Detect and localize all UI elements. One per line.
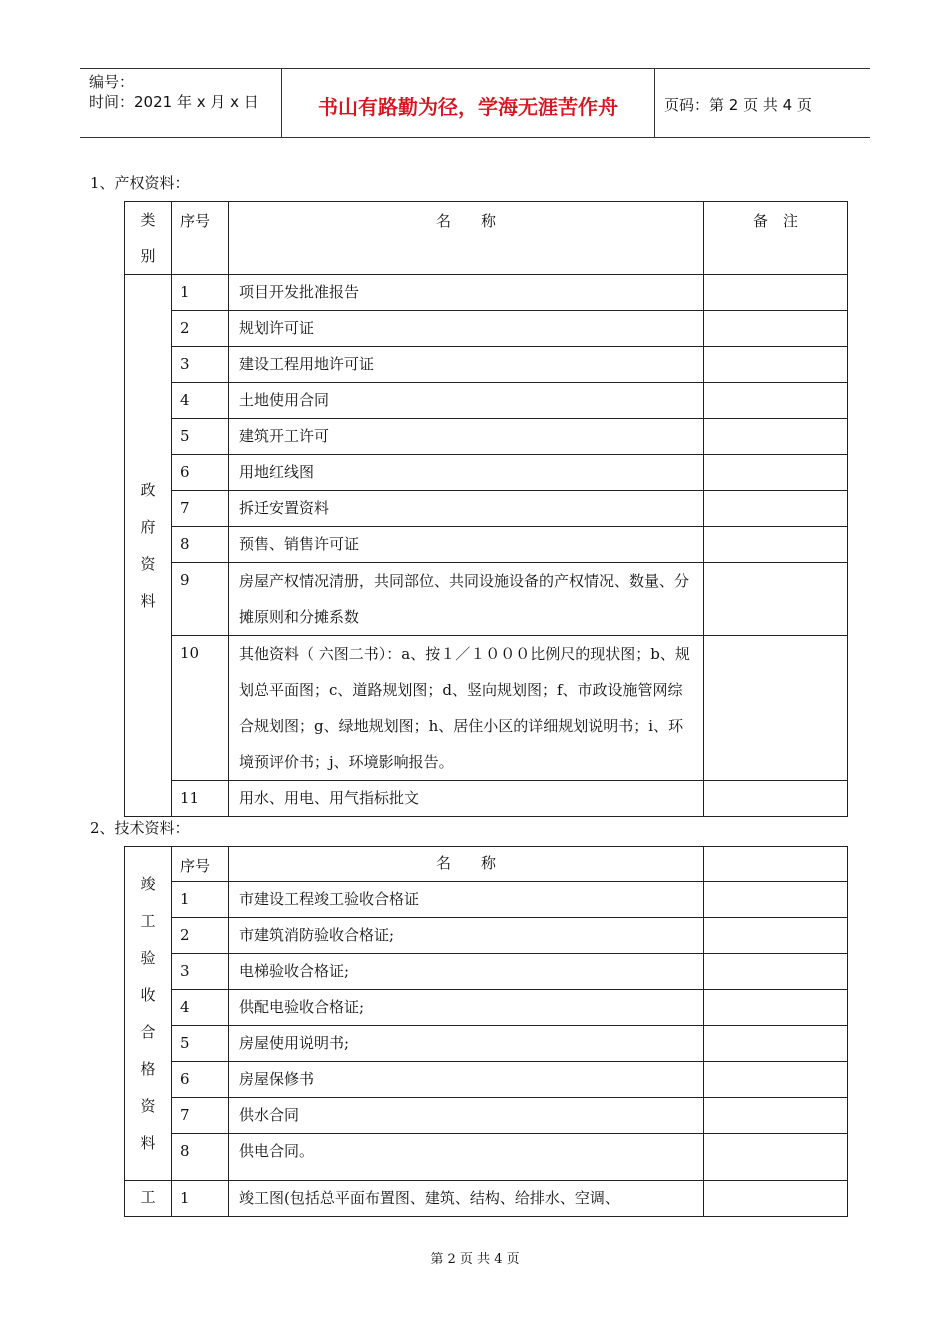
header-remark xyxy=(704,847,848,882)
row-remark xyxy=(704,636,848,781)
row-name: 供水合同 xyxy=(229,1098,704,1134)
doc-time: 时间：2021 年 x 月 x 日 xyxy=(89,93,259,111)
header-remark: 备 注 xyxy=(704,202,848,275)
row-name: 竣工图(包括总平面布置图、建筑、结构、给排水、空调、 xyxy=(229,1181,704,1217)
row-num: 1 xyxy=(172,882,229,918)
table-row xyxy=(125,563,848,636)
property-table xyxy=(124,201,848,817)
row-remark xyxy=(704,491,848,527)
row-name: 用水、用电、用气指标批文 xyxy=(229,781,704,817)
header-page-cell xyxy=(655,69,870,137)
row-name: 供电合同。 xyxy=(229,1134,704,1181)
table-row xyxy=(125,990,848,1026)
table-row xyxy=(125,383,848,419)
table-row xyxy=(125,1098,848,1134)
table-row xyxy=(125,275,848,311)
header-category-char: 类 xyxy=(140,211,156,229)
table-row xyxy=(125,1134,848,1181)
category-char: 合 xyxy=(140,1022,156,1041)
category-char: 资 xyxy=(140,1096,156,1115)
row-name: 房屋使用说明书; xyxy=(229,1026,704,1062)
header-meta xyxy=(80,69,282,137)
header-motto-cell xyxy=(282,69,655,137)
category-char: 工 xyxy=(140,911,156,930)
row-num: 6 xyxy=(172,1062,229,1098)
table-row xyxy=(125,419,848,455)
row-remark xyxy=(704,1181,848,1217)
row-remark xyxy=(704,527,848,563)
page-footer: 第 2 页 共 4 页 xyxy=(430,1252,520,1267)
table-row xyxy=(125,1026,848,1062)
row-remark xyxy=(704,419,848,455)
row-num: 8 xyxy=(172,1134,229,1181)
row-remark xyxy=(704,882,848,918)
row-name: 用地红线图 xyxy=(229,455,704,491)
table-row xyxy=(125,954,848,990)
row-remark xyxy=(704,781,848,817)
technical-table xyxy=(124,846,848,1217)
table-row xyxy=(125,918,848,954)
row-num: 4 xyxy=(172,383,229,419)
category-drawings: 工 xyxy=(125,1181,172,1217)
table-row xyxy=(125,882,848,918)
category-char: 料 xyxy=(140,591,156,610)
row-name: 市建筑消防验收合格证; xyxy=(229,918,704,954)
row-remark xyxy=(704,275,848,311)
category-char: 料 xyxy=(140,1133,156,1152)
section-title-property: 1、产权资料： xyxy=(90,174,190,192)
row-name: 建筑开工许可 xyxy=(229,419,704,455)
category-char: 府 xyxy=(140,517,156,536)
category-char: 政 xyxy=(140,480,156,499)
motto: 书山有路勤为径，学海无涯苦作舟 xyxy=(318,95,618,119)
row-name: 规划许可证 xyxy=(229,311,704,347)
table-row xyxy=(125,1062,848,1098)
row-num: 1 xyxy=(172,1181,229,1217)
row-name: 项目开发批准报告 xyxy=(229,275,704,311)
row-remark xyxy=(704,918,848,954)
row-name: 房屋产权情况清册，共同部位、共同设施设备的产权情况、数量、分摊原则和分摊系数 xyxy=(229,563,704,636)
row-remark xyxy=(704,954,848,990)
row-name: 土地使用合同 xyxy=(229,383,704,419)
table-row xyxy=(125,636,848,781)
row-remark xyxy=(704,1062,848,1098)
table-row xyxy=(125,455,848,491)
section-title-technical: 2、技术资料： xyxy=(90,819,190,837)
row-num: 8 xyxy=(172,527,229,563)
page-header xyxy=(80,68,870,138)
table-row xyxy=(125,781,848,817)
table-row xyxy=(125,311,848,347)
category-char: 竣 xyxy=(140,874,156,893)
row-name: 供配电验收合格证; xyxy=(229,990,704,1026)
category-char: 收 xyxy=(140,985,156,1004)
category-completion xyxy=(125,847,172,1181)
row-num: 6 xyxy=(172,455,229,491)
header-category xyxy=(125,202,172,275)
row-name: 预售、销售许可证 xyxy=(229,527,704,563)
row-num: 11 xyxy=(172,781,229,817)
row-num: 7 xyxy=(172,491,229,527)
row-name: 市建设工程竣工验收合格证 xyxy=(229,882,704,918)
header-num: 序号 xyxy=(172,847,229,882)
row-num: 3 xyxy=(172,347,229,383)
row-num: 2 xyxy=(172,918,229,954)
table-row xyxy=(125,347,848,383)
doc-code: 编号： xyxy=(89,73,135,91)
row-remark xyxy=(704,1134,848,1181)
table-row xyxy=(125,491,848,527)
row-name: 拆迁安置资料 xyxy=(229,491,704,527)
row-num: 1 xyxy=(172,275,229,311)
row-name: 其他资料（ 六图二书）：a、按１／１０００比例尺的现状图；b、规划总平面图；c、道路规划图；d、竖向规划图；f、市政设施管网综合规划图；g、绿地规划图；h、居住小区的详细规划说明书；i、环境预评价书；j、环境影响报告。 xyxy=(229,636,704,781)
row-num: 3 xyxy=(172,954,229,990)
header-category-char: 别 xyxy=(140,247,156,265)
row-name: 房屋保修书 xyxy=(229,1062,704,1098)
category-char: 资 xyxy=(140,554,156,573)
table-header-row xyxy=(125,847,848,882)
row-num: 9 xyxy=(172,563,229,636)
row-remark xyxy=(704,563,848,636)
row-num: 4 xyxy=(172,990,229,1026)
row-num: 2 xyxy=(172,311,229,347)
row-num: 5 xyxy=(172,419,229,455)
row-num: 5 xyxy=(172,1026,229,1062)
category-char: 格 xyxy=(140,1059,156,1078)
row-num: 10 xyxy=(172,636,229,781)
header-name: 名 称 xyxy=(229,202,704,275)
row-name: 电梯验收合格证; xyxy=(229,954,704,990)
header-num: 序号 xyxy=(172,202,229,275)
row-remark xyxy=(704,455,848,491)
row-remark xyxy=(704,1098,848,1134)
row-remark xyxy=(704,990,848,1026)
header-name: 名 称 xyxy=(229,847,704,882)
table-row xyxy=(125,1181,848,1217)
table-header-row xyxy=(125,202,848,275)
row-name: 建设工程用地许可证 xyxy=(229,347,704,383)
category-char: 验 xyxy=(140,948,156,967)
row-remark xyxy=(704,1026,848,1062)
row-num: 7 xyxy=(172,1098,229,1134)
table-row xyxy=(125,527,848,563)
row-remark xyxy=(704,311,848,347)
page-number: 页码：第 2 页 共 4 页 xyxy=(664,96,812,114)
row-remark xyxy=(704,347,848,383)
category-government xyxy=(125,275,172,817)
row-remark xyxy=(704,383,848,419)
